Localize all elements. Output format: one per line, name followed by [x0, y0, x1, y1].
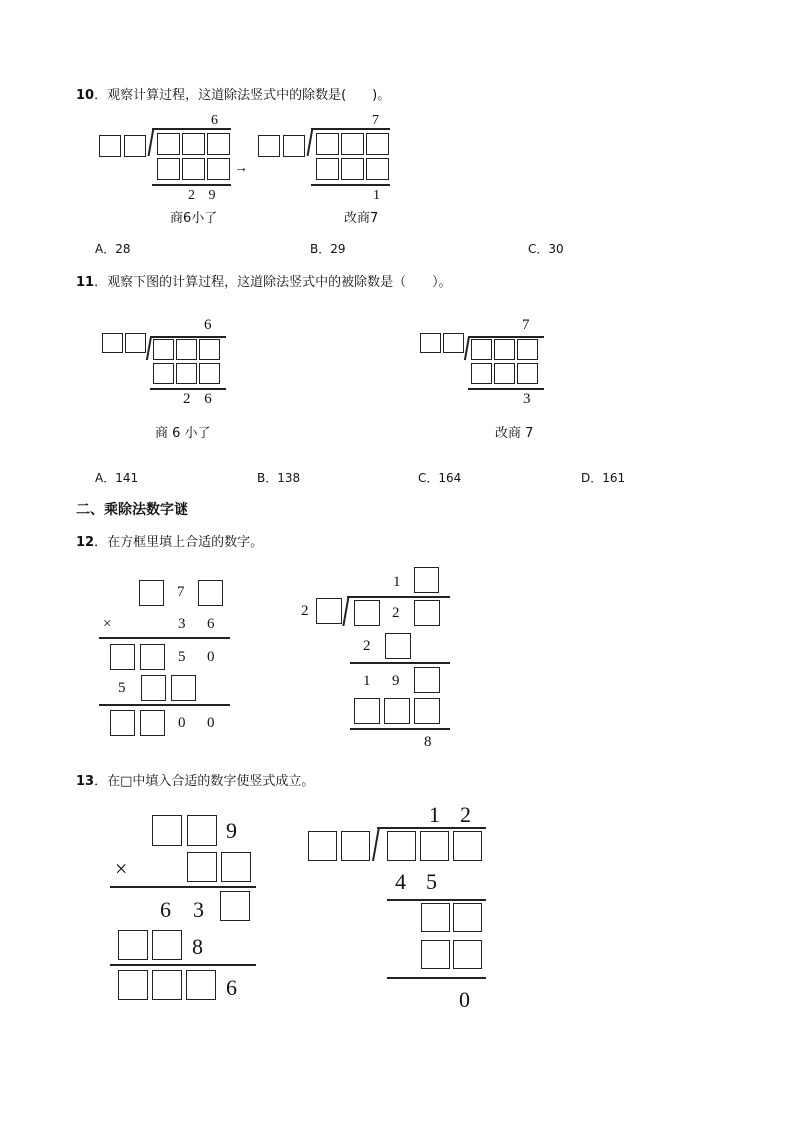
q13m-top-digit: 9	[226, 818, 237, 843]
q10-option-a[interactable]: A．28	[95, 242, 131, 256]
q12d-dividend-digit: 2	[392, 605, 400, 621]
q11-product-box-1[interactable]	[153, 363, 174, 384]
q11-right-bar	[468, 336, 544, 338]
q11-left-bracket	[146, 336, 152, 360]
q12m-multiplier-2: 6	[207, 616, 215, 632]
q11-left-remainder: 2 6	[183, 391, 217, 407]
q12m-box-top-1[interactable]	[139, 580, 164, 606]
q13m-box-mult-1[interactable]	[187, 852, 217, 882]
q13m-box-p2-2[interactable]	[152, 930, 182, 960]
q13m-line-1	[110, 886, 256, 888]
q12m-partial2-digit: 5	[118, 680, 126, 696]
q11-prompt	[76, 271, 452, 290]
q11-right-quotient: 7	[522, 317, 530, 333]
q12m-box-p1-2[interactable]	[140, 644, 165, 670]
q10-option-b[interactable]: B．29	[310, 242, 346, 256]
q12m-partial1-digit-2: 0	[207, 649, 215, 665]
q13d-quotient-digit-1: 1	[429, 802, 440, 827]
q12d-line-1	[350, 662, 450, 664]
q12-number: 12	[76, 535, 95, 550]
q13m-times-sign: ×	[115, 856, 128, 881]
q12d-bracket	[342, 596, 349, 626]
q10-right-caption: 改商7	[344, 211, 379, 226]
q11-option-b[interactable]: B．138	[257, 471, 301, 485]
q11-left-bar	[150, 336, 226, 338]
q11-left-caption: 商 6 小了	[155, 426, 211, 441]
q13m-box-p1[interactable]	[220, 891, 250, 921]
q12m-box-p3-1[interactable]	[110, 710, 135, 736]
q11-product-box-3[interactable]	[199, 363, 220, 384]
q12d-box-quotient[interactable]	[414, 567, 439, 593]
q10-right-remainder: 1	[373, 188, 380, 203]
q12m-box-p1-1[interactable]	[110, 644, 135, 670]
q11-right-bracket	[464, 336, 470, 360]
q12m-top-digit: 7	[177, 584, 185, 600]
q11r-divisor-box-2[interactable]	[443, 333, 464, 353]
q10-dividend-box-2[interactable]	[182, 133, 205, 155]
q13d-box-rem1-2[interactable]	[453, 903, 482, 932]
q13d-sub1-digit-1: 4	[395, 869, 406, 894]
q12m-multiplier-1: 3	[178, 616, 186, 632]
q10-left-quotient: 6	[211, 113, 218, 128]
q10-left-remainder: 2 9	[188, 188, 221, 203]
q12d-divisor-digit: 2	[301, 603, 309, 619]
q13d-box-dividend-2[interactable]	[420, 831, 449, 861]
q12d-box-sub2-3[interactable]	[414, 698, 440, 724]
q11-right-subline	[468, 388, 544, 390]
q10-right-bar	[311, 128, 390, 130]
q12d-box-sub1[interactable]	[385, 633, 411, 659]
q12m-times-sign: ×	[103, 616, 112, 632]
q13m-partial1-digit-1: 6	[160, 897, 171, 922]
q10-left-subline	[152, 184, 231, 186]
q10r-dividend-box-1[interactable]	[316, 133, 339, 155]
q10-divisor-box-1[interactable]	[99, 135, 121, 157]
q13d-remainder: 0	[459, 987, 470, 1012]
q11-option-d[interactable]: D．161	[581, 471, 626, 485]
q11-left-subline	[150, 388, 226, 390]
q12m-box-p3-2[interactable]	[140, 710, 165, 736]
q11-product-box-2[interactable]	[176, 363, 197, 384]
q12d-sub1-digit: 2	[363, 638, 371, 654]
q11-right-remainder: 3	[523, 391, 531, 407]
q12d-box-sub2-2[interactable]	[384, 698, 410, 724]
q10r-product-box-2[interactable]	[341, 158, 364, 180]
q13d-bracket	[372, 827, 380, 861]
q13m-box-top-2[interactable]	[187, 815, 217, 846]
q12d-box-divisor[interactable]	[316, 598, 342, 624]
q13m-box-p2-1[interactable]	[118, 930, 148, 960]
q12d-box-dividend-3[interactable]	[414, 600, 440, 626]
q12d-remainder: 8	[424, 734, 432, 750]
q10-product-box-1[interactable]	[157, 158, 180, 180]
q12m-line-1	[99, 637, 230, 639]
q13-number: 13	[76, 774, 95, 789]
q10-left-caption: 商6小了	[170, 211, 218, 226]
q11-divisor-box-2[interactable]	[125, 333, 146, 353]
q11r-product-box-1[interactable]	[471, 363, 492, 384]
q12-text: ．在方框里填上合适的数字。	[94, 535, 264, 550]
q12d-rem1-digit-1: 1	[363, 673, 371, 689]
q12m-line-2	[99, 704, 230, 706]
q13m-box-p3-1[interactable]	[118, 970, 148, 1000]
q11-divisor-box-1[interactable]	[102, 333, 123, 353]
q13m-box-p3-3[interactable]	[186, 970, 216, 1000]
q10-text: ．观察计算过程，这道除法竖式中的除数是( )。	[94, 88, 391, 103]
q13m-box-mult-2[interactable]	[221, 852, 251, 882]
q11r-dividend-box-3[interactable]	[517, 339, 538, 360]
q10-left-bar	[152, 128, 231, 130]
q10-right-bracket	[307, 128, 314, 156]
q11r-dividend-box-2[interactable]	[494, 339, 515, 360]
q11-option-c[interactable]: C．164	[418, 471, 462, 485]
q13d-line-2	[387, 977, 486, 979]
q11-left-quotient: 6	[204, 317, 212, 333]
q11-number: 11	[76, 275, 95, 290]
q13d-box-rem1-1[interactable]	[421, 903, 450, 932]
q13-text: ．在□中填入合适的数字使竖式成立。	[94, 774, 315, 789]
q11r-dividend-box-1[interactable]	[471, 339, 492, 360]
q10r-divisor-box-1[interactable]	[258, 135, 280, 157]
q10-product-box-3[interactable]	[207, 158, 230, 180]
q13d-box-sub2-2[interactable]	[453, 940, 482, 969]
q13-prompt	[76, 770, 314, 789]
q11r-divisor-box-1[interactable]	[420, 333, 441, 353]
q10-prompt	[76, 84, 390, 103]
q12d-bar	[347, 596, 450, 598]
q10-right-subline	[311, 184, 390, 186]
q11-dividend-box-3[interactable]	[199, 339, 220, 360]
q13d-box-divisor-2[interactable]	[341, 831, 370, 861]
q12d-box-rem1[interactable]	[414, 667, 440, 693]
q10-left-bracket	[148, 128, 155, 156]
q10r-product-box-1[interactable]	[316, 158, 339, 180]
q10r-dividend-box-3[interactable]	[366, 133, 389, 155]
q11r-product-box-2[interactable]	[494, 363, 515, 384]
q12m-box-p2-2[interactable]	[171, 675, 196, 701]
q10-right-quotient: 7	[372, 113, 379, 128]
q12m-result-digit-1: 0	[178, 715, 186, 731]
q10r-dividend-box-2[interactable]	[341, 133, 364, 155]
q13m-partial1-digit-2: 3	[193, 897, 204, 922]
q12d-quotient-digit: 1	[393, 574, 401, 590]
q13d-box-dividend-1[interactable]	[387, 831, 416, 861]
q13m-line-2	[110, 964, 256, 966]
q10-dividend-box-3[interactable]	[207, 133, 230, 155]
q10-dividend-box-1[interactable]	[157, 133, 180, 155]
q10r-divisor-box-2[interactable]	[283, 135, 305, 157]
q10-divisor-box-2[interactable]	[124, 135, 146, 157]
q13d-box-sub2-1[interactable]	[421, 940, 450, 969]
q11r-product-box-3[interactable]	[517, 363, 538, 384]
q12d-rem1-digit-2: 9	[392, 673, 400, 689]
q10-arrow: →	[234, 161, 248, 176]
q12m-result-digit-2: 0	[207, 715, 215, 731]
q10-number: 10	[76, 88, 95, 103]
q11-dividend-box-2[interactable]	[176, 339, 197, 360]
q13d-bar	[377, 827, 486, 829]
q13d-quotient-digit-2: 2	[460, 802, 471, 827]
q11-right-caption: 改商 7	[495, 426, 534, 441]
q12d-box-dividend-1[interactable]	[354, 600, 380, 626]
q10r-product-box-3[interactable]	[366, 158, 389, 180]
q13m-partial2-digit: 8	[192, 934, 203, 959]
q12d-line-2	[350, 728, 450, 730]
q12m-box-top-2[interactable]	[198, 580, 223, 606]
q12d-box-sub2-1[interactable]	[354, 698, 380, 724]
q13m-box-p3-2[interactable]	[152, 970, 182, 1000]
q13d-box-dividend-3[interactable]	[453, 831, 482, 861]
q10-option-c[interactable]: C．30	[528, 242, 564, 256]
q12-prompt	[76, 531, 263, 550]
q13d-sub1-digit-2: 5	[426, 869, 437, 894]
q12m-partial1-digit-1: 5	[178, 649, 186, 665]
section-title: 二、乘除法数字谜	[76, 502, 188, 518]
q13d-box-divisor-1[interactable]	[308, 831, 337, 861]
q13d-line-1	[387, 899, 486, 901]
q12m-box-p2-1[interactable]	[141, 675, 166, 701]
q10-product-box-2[interactable]	[182, 158, 205, 180]
q11-dividend-box-1[interactable]	[153, 339, 174, 360]
q11-option-a[interactable]: A．141	[95, 471, 139, 485]
q13m-box-top-1[interactable]	[152, 815, 182, 846]
q11-text: ．观察下图的计算过程，这道除法竖式中的被除数是（ ）。	[94, 275, 452, 290]
q13m-result-digit: 6	[226, 975, 237, 1000]
